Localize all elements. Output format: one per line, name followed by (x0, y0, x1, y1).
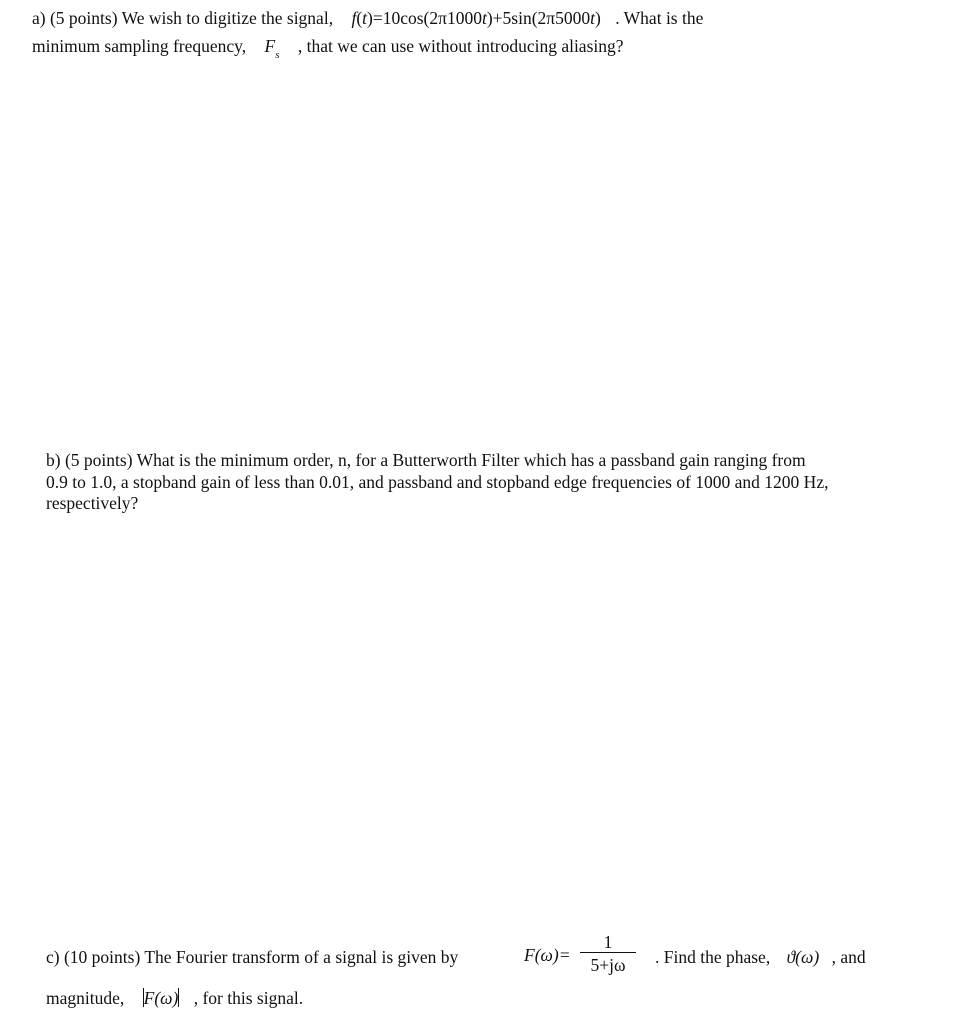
magnitude-expression (143, 988, 184, 1008)
question-c-line-1-start: c) (10 points) The Fourier transform of a signal is given by (46, 947, 459, 967)
phase-symbol: ϑ(ω) (786, 947, 820, 967)
question-b-line-3: respectively? (46, 493, 139, 513)
signal-t2: t (481, 8, 487, 28)
signal-equation (351, 8, 605, 28)
question-b-line-2: 0.9 to 1.0, a stopband gain of less than 0.01, and passband and stopband edge frequencies of 1000 and 1200 Hz, (46, 472, 829, 492)
abs-bar-right (178, 988, 179, 1007)
fs-symbol: F (264, 36, 276, 56)
fraction-denominator: 5+jω (590, 955, 626, 975)
fs-subscript: s (275, 49, 280, 61)
question-c-line1-end: , and (831, 947, 866, 967)
question-a-intro: a) (5 points) We wish to digitize the signal, (32, 8, 334, 28)
sampling-frequency-symbol (264, 36, 284, 61)
question-a-line2-start: minimum sampling frequency, (32, 36, 247, 56)
question-c-line-1-mid (655, 947, 866, 968)
transform-lhs-text: F(ω)= (524, 945, 571, 965)
fraction-numerator: 1 (603, 932, 613, 952)
signal-t3: t (590, 8, 596, 28)
question-a-line-2 (32, 36, 624, 60)
signal-f: f (351, 8, 357, 28)
signal-close: ) (595, 8, 601, 28)
question-c-line-2 (46, 988, 303, 1009)
phase-prompt: . Find the phase, (655, 947, 771, 967)
magnitude-prompt: magnitude, (46, 988, 125, 1008)
question-c-line2-end: , for this signal. (193, 988, 304, 1008)
question-b-line-1: b) (5 points) What is the minimum order, n, for a Butterworth Filter which has a passband gain ranging from (46, 450, 806, 470)
magnitude-expr-text: F(ω) (143, 988, 179, 1008)
signal-open: ( (356, 8, 363, 28)
transform-fraction (580, 933, 636, 975)
question-a-tail: . What is the (615, 8, 704, 28)
signal-t: t (362, 8, 368, 28)
question-a-line2-end: , that we can use without introducing aliasing? (297, 36, 624, 56)
question-a-line-1 (32, 8, 703, 29)
transform-lhs (524, 945, 571, 966)
fraction-bar (580, 952, 636, 953)
signal-expr-rest: )=10cos(2π1000 (367, 8, 482, 28)
signal-expr-mid: )+5sin(2π5000 (486, 8, 591, 28)
